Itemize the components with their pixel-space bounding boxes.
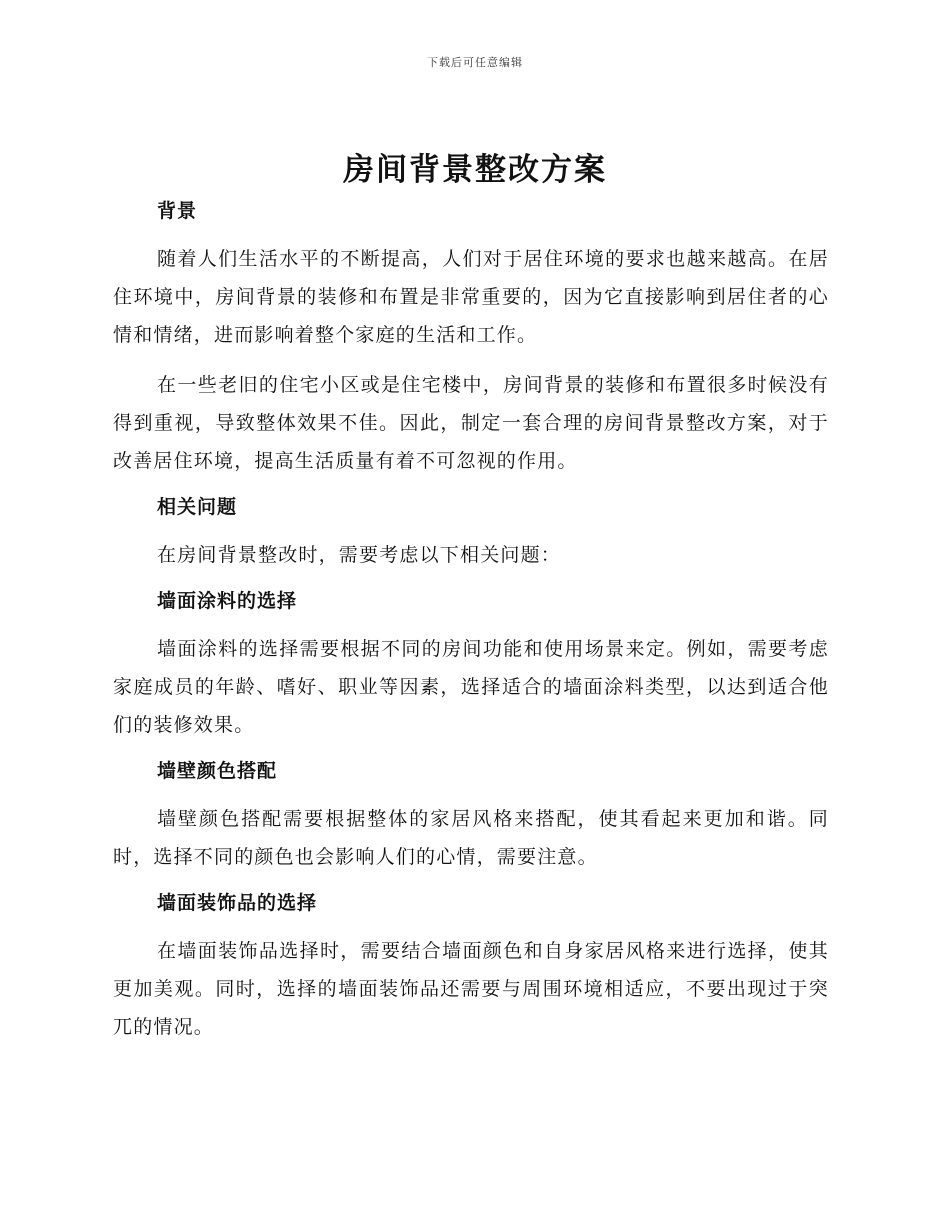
page-header-note: 下载后可任意编辑 [427,56,523,69]
section-issues [113,492,829,574]
document-body [113,196,829,1058]
paragraph: 随着人们生活水平的不断提高，人们对于居住环境的要求也越来越高。在居住环境中，房间背景的装修和布置是非常重要的，因为它直接影响到居住者的心情和情绪，进而影响着整个家庭的生活和工作。 [113,248,829,346]
section-background [113,196,829,480]
paragraph: 在墙面装饰品选择时，需要结合墙面颜色和自身家居风格来进行选择，使其更加美观。同时，选择的墙面装饰品还需要与周围环境相适应，不要出现过于突兀的情况。 [113,940,829,1038]
section-heading-decor: 墙面装饰品的选择 [157,892,318,914]
section-heading-background: 背景 [157,200,198,222]
paragraph: 墙壁颜色搭配需要根据整体的家居风格来搭配，使其看起来更加和谐。同时，选择不同的颜色也会影响人们的心情，需要注意。 [113,808,829,868]
document-title: 房间背景整改方案 [343,152,607,188]
section-paint [113,586,829,744]
paragraph: 在一些老旧的住宅小区或是住宅楼中，房间背景的装修和布置很多时候没有得到重视，导致整体效果不佳。因此，制定一套合理的房间背景整改方案，对于改善居住环境，提高生活质量有着不可忽视的作用。 [113,374,829,472]
paragraph: 在房间背景整改时，需要考虑以下相关问题： [157,544,562,566]
section-heading-issues: 相关问题 [157,496,238,518]
section-heading-color: 墙壁颜色搭配 [157,760,278,782]
section-color [113,756,829,876]
paragraph: 墙面涂料的选择需要根据不同的房间功能和使用场景来定。例如，需要考虑家庭成员的年龄、嗜好、职业等因素，选择适合的墙面涂料类型，以达到适合他们的装修效果。 [113,638,829,736]
section-heading-paint: 墙面涂料的选择 [157,590,298,612]
section-decor [113,888,829,1046]
